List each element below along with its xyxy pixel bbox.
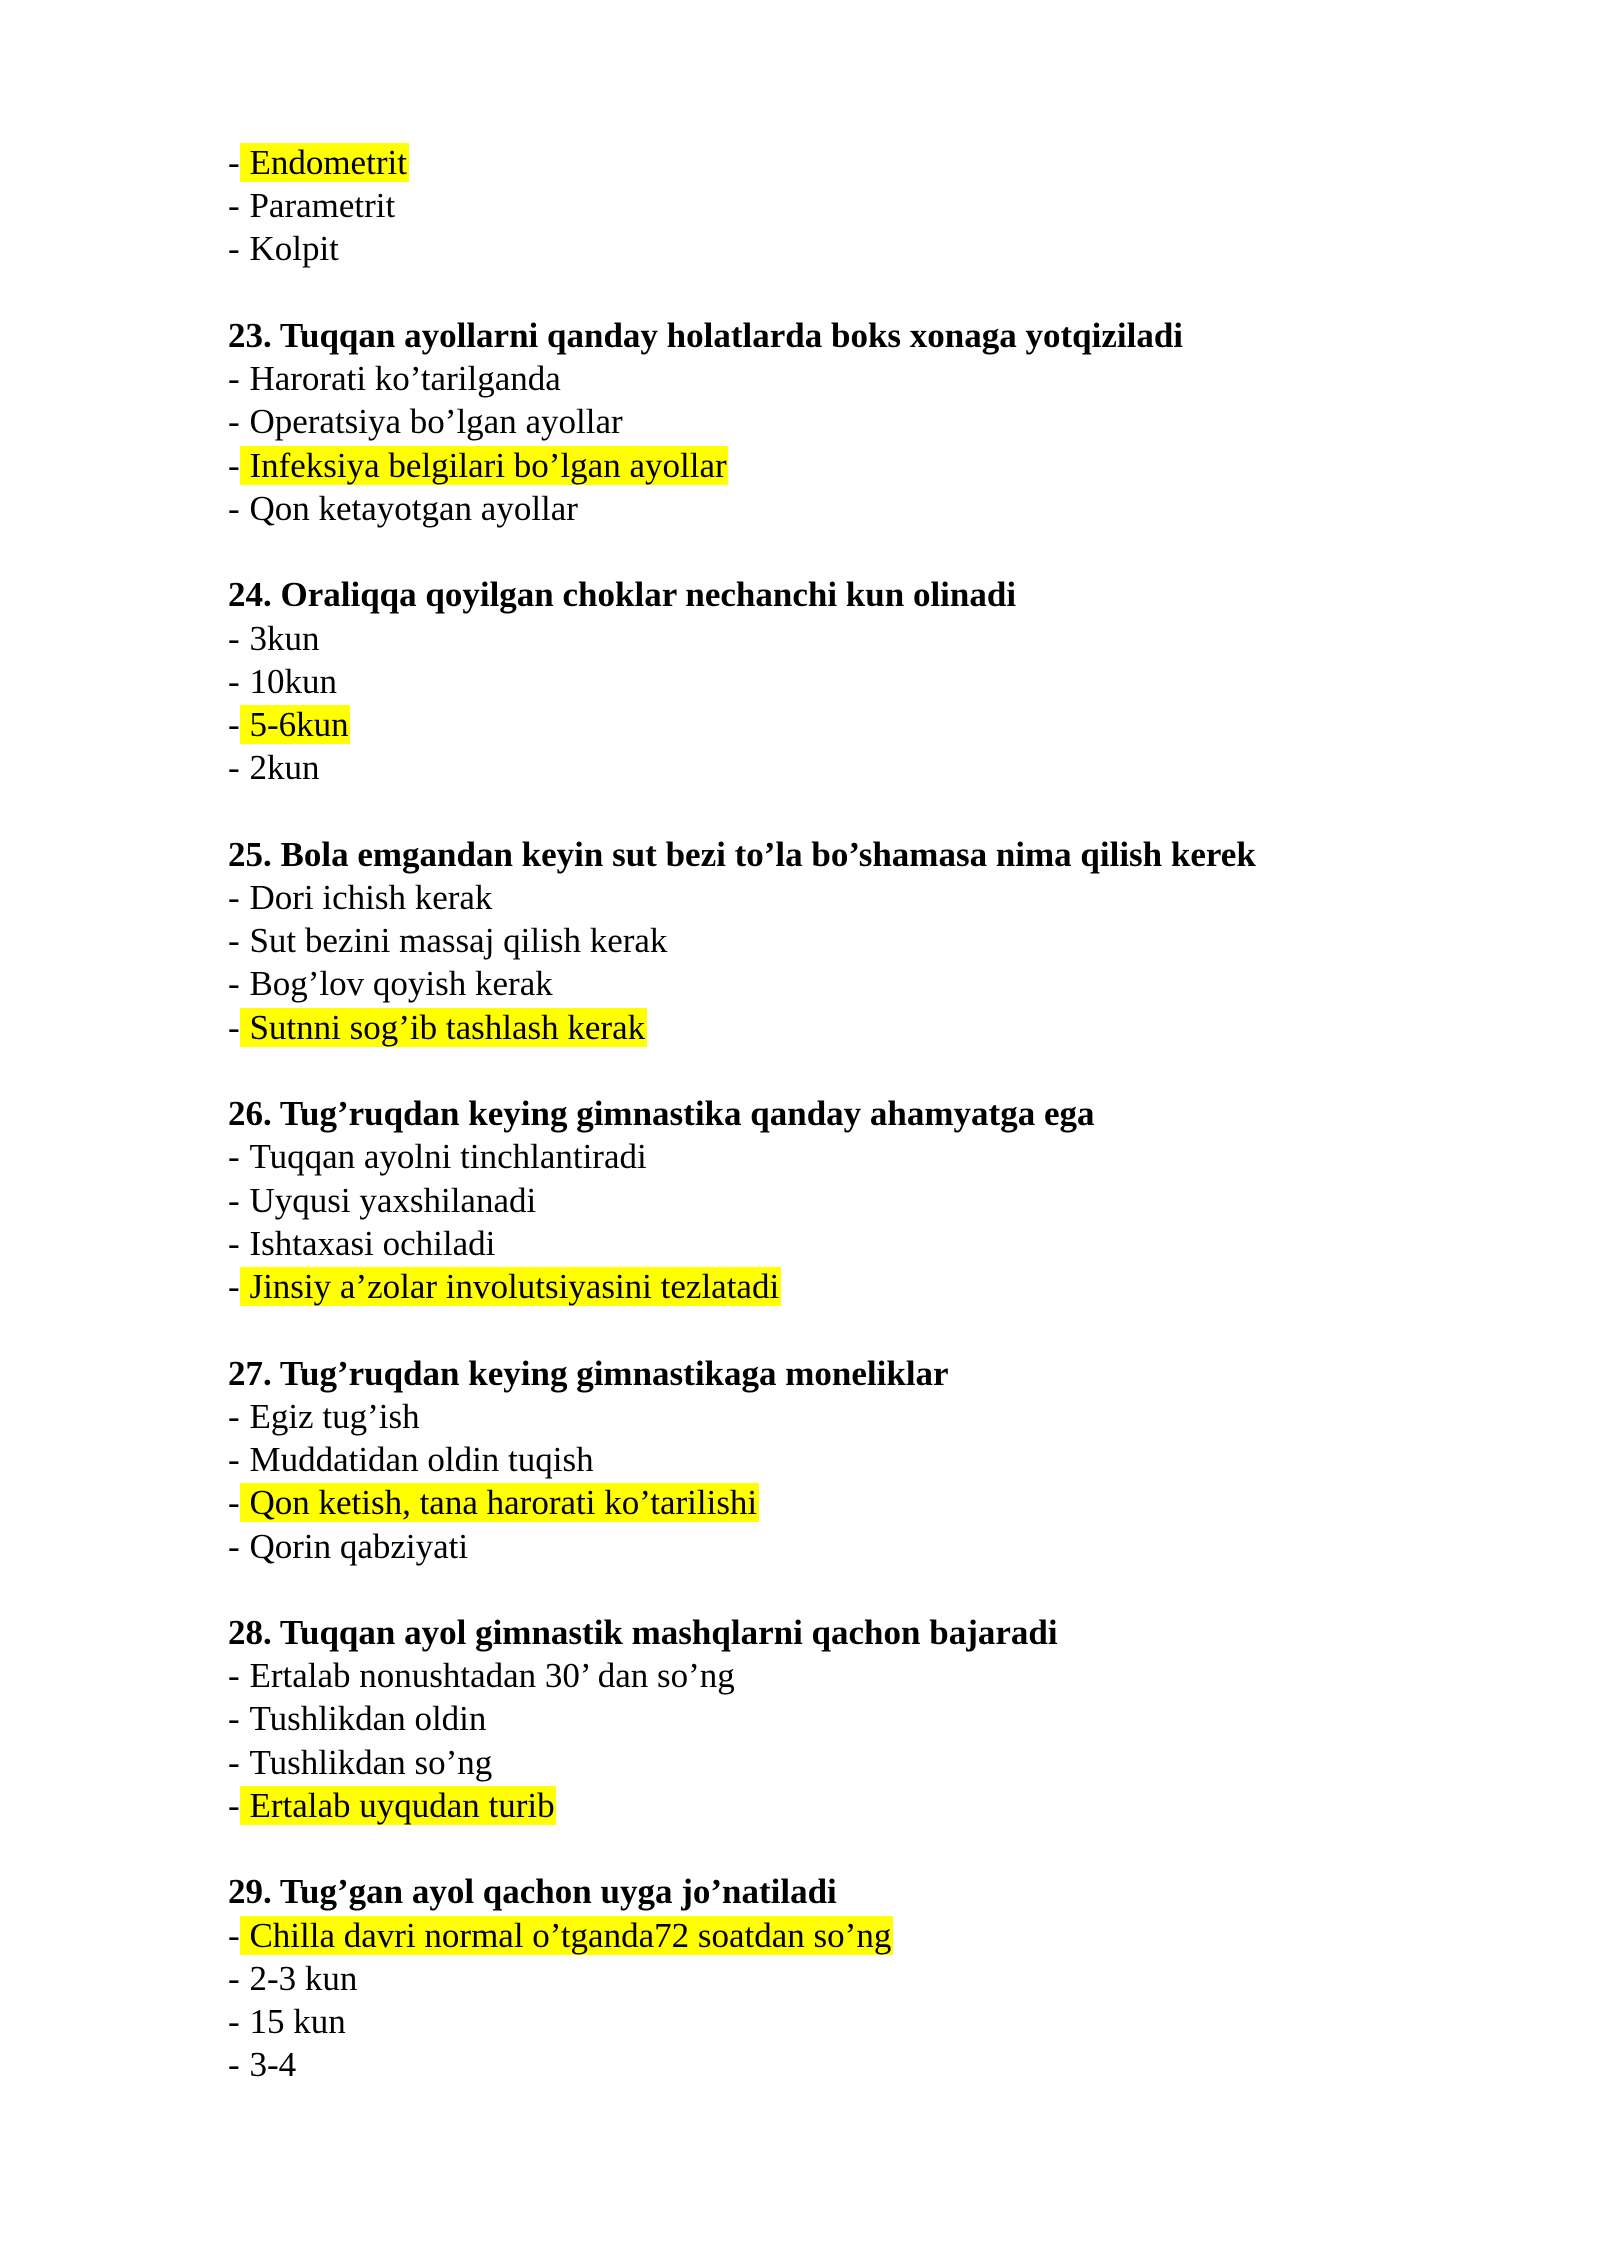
list-dash: -	[228, 1699, 240, 1739]
list-dash: -	[228, 1440, 240, 1480]
list-dash: -	[228, 1958, 240, 1998]
list-dash: -	[228, 229, 240, 269]
highlighted-answer-option	[228, 1914, 1600, 1957]
list-dash: -	[228, 359, 240, 399]
highlighted-answer-option	[228, 444, 1600, 487]
list-dash: -	[228, 705, 240, 745]
list-dash: -	[228, 1267, 240, 1307]
highlighted-answer-option	[228, 1006, 1600, 1049]
answer-text: 5-6kun	[240, 705, 351, 744]
answer-text: Tuqqan ayolni tinchlantiradi	[249, 1137, 647, 1177]
answer-text: Jinsiy a’zolar involutsiyasini tezlatadi	[240, 1267, 781, 1306]
list-dash: -	[228, 2002, 240, 2042]
list-dash: -	[228, 1180, 240, 1220]
answer-option	[228, 1697, 1600, 1740]
answer-option	[228, 184, 1600, 227]
answer-text: 2kun	[249, 748, 320, 788]
answer-option	[228, 2043, 1600, 2086]
answer-option	[228, 400, 1600, 443]
answer-text: Kolpit	[249, 229, 339, 269]
list-dash: -	[228, 1483, 240, 1523]
answer-option	[228, 746, 1600, 789]
question-heading: 23. Tuqqan ayollarni qanday holatlarda boks xonaga yotqiziladi	[228, 315, 1184, 355]
answer-text: Operatsiya bo’lgan ayollar	[249, 402, 623, 442]
answer-option	[228, 1222, 1600, 1265]
list-dash: -	[228, 1137, 240, 1177]
answer-option	[228, 1525, 1600, 1568]
list-dash: -	[228, 402, 240, 442]
list-dash: -	[228, 1915, 240, 1955]
question-block	[228, 573, 1600, 789]
answer-text: Chilla davri normal o’tganda72 soatdan so’ng	[240, 1916, 893, 1955]
answer-text: 15 kun	[249, 2002, 346, 2042]
list-dash: -	[228, 1396, 240, 1436]
question-block	[228, 141, 1600, 271]
answer-text: Tushlikdan so’ng	[249, 1742, 493, 1782]
question-heading: 28. Tuqqan ayol gimnastik mashqlarni qachon bajaradi	[228, 1612, 1058, 1652]
answer-text: Uyqusi yaxshilanadi	[249, 1180, 537, 1220]
answer-option	[228, 2000, 1600, 2043]
answer-option	[228, 1135, 1600, 1178]
answer-text: 2-3 kun	[249, 1958, 358, 1998]
highlighted-answer-option	[228, 141, 1600, 184]
answer-text: Sutnni sog’ib tashlash kerak	[240, 1008, 647, 1047]
answer-text: Sut bezini massaj qilish kerak	[249, 921, 668, 961]
question-block	[228, 314, 1600, 530]
answer-option	[228, 227, 1600, 270]
question-heading: 27. Tug’ruqdan keying gimnastikaga moneliklar	[228, 1353, 949, 1393]
list-dash: -	[228, 748, 240, 788]
list-dash: -	[228, 1526, 240, 1566]
question-block	[228, 1352, 1600, 1568]
answer-option	[228, 617, 1600, 660]
answer-text: Muddatidan oldin tuqish	[249, 1440, 594, 1480]
answer-option	[228, 1741, 1600, 1784]
answer-option	[228, 1395, 1600, 1438]
question-heading: 26. Tug’ruqdan keying gimnastika qanday ahamyatga ega	[228, 1094, 1095, 1134]
answer-text: Infeksiya belgilari bo’lgan ayollar	[240, 446, 729, 485]
answer-option	[228, 357, 1600, 400]
answer-text: Qon ketish, tana harorati ko’tarilishi	[240, 1483, 759, 1522]
answer-text: Tushlikdan oldin	[249, 1699, 487, 1739]
answer-option	[228, 919, 1600, 962]
answer-text: Bog’lov qoyish kerak	[249, 964, 553, 1004]
list-dash: -	[228, 1223, 240, 1263]
answer-text: Ertalab nonushtadan 30’ dan so’ng	[249, 1656, 735, 1696]
highlighted-answer-option	[228, 703, 1600, 746]
answer-option	[228, 876, 1600, 919]
list-dash: -	[228, 1007, 240, 1047]
highlighted-answer-option	[228, 1481, 1600, 1524]
list-dash: -	[228, 1656, 240, 1696]
list-dash: -	[228, 1785, 240, 1825]
list-dash: -	[228, 143, 240, 182]
answer-text: Ishtaxasi ochiladi	[249, 1223, 496, 1263]
list-dash: -	[228, 877, 240, 917]
answer-text: 3kun	[249, 618, 320, 658]
answer-text: Endometrit	[240, 143, 409, 182]
list-dash: -	[228, 921, 240, 961]
answer-text: Egiz tug’ish	[249, 1396, 420, 1436]
answer-option	[228, 1179, 1600, 1222]
list-dash: -	[228, 1742, 240, 1782]
question-block	[228, 1870, 1600, 2086]
answer-option	[228, 1654, 1600, 1697]
highlighted-answer-option	[228, 1265, 1600, 1308]
answer-text: Dori ichish kerak	[249, 877, 493, 917]
answer-text: Qon ketayotgan ayollar	[249, 488, 578, 528]
answer-option	[228, 962, 1600, 1005]
list-dash: -	[228, 445, 240, 485]
answer-option	[228, 487, 1600, 530]
question-heading: 25. Bola emgandan keyin sut bezi to’la bo’shamasa nima qilish kerek	[228, 834, 1256, 874]
question-heading: 29. Tug’gan ayol qachon uyga jo’natiladi	[228, 1872, 837, 1912]
answer-option	[228, 1438, 1600, 1481]
document-body	[228, 141, 1600, 2087]
question-block	[228, 1611, 1600, 1827]
list-dash: -	[228, 2045, 240, 2085]
answer-option	[228, 1957, 1600, 2000]
question-heading: 24. Oraliqqa qoyilgan choklar nechanchi kun olinadi	[228, 575, 1017, 615]
answer-option	[228, 660, 1600, 703]
answer-text: Ertalab uyqudan turib	[240, 1786, 557, 1825]
list-dash: -	[228, 618, 240, 658]
highlighted-answer-option	[228, 1784, 1600, 1827]
question-block	[228, 1092, 1600, 1308]
answer-text: 3-4	[249, 2045, 297, 2085]
list-dash: -	[228, 186, 240, 226]
question-block	[228, 833, 1600, 1049]
answer-text: Parametrit	[249, 186, 396, 226]
answer-text: Qorin qabziyati	[249, 1526, 469, 1566]
answer-text: Harorati ko’tarilganda	[249, 359, 561, 399]
list-dash: -	[228, 964, 240, 1004]
list-dash: -	[228, 488, 240, 528]
answer-text: 10kun	[249, 661, 337, 701]
list-dash: -	[228, 661, 240, 701]
